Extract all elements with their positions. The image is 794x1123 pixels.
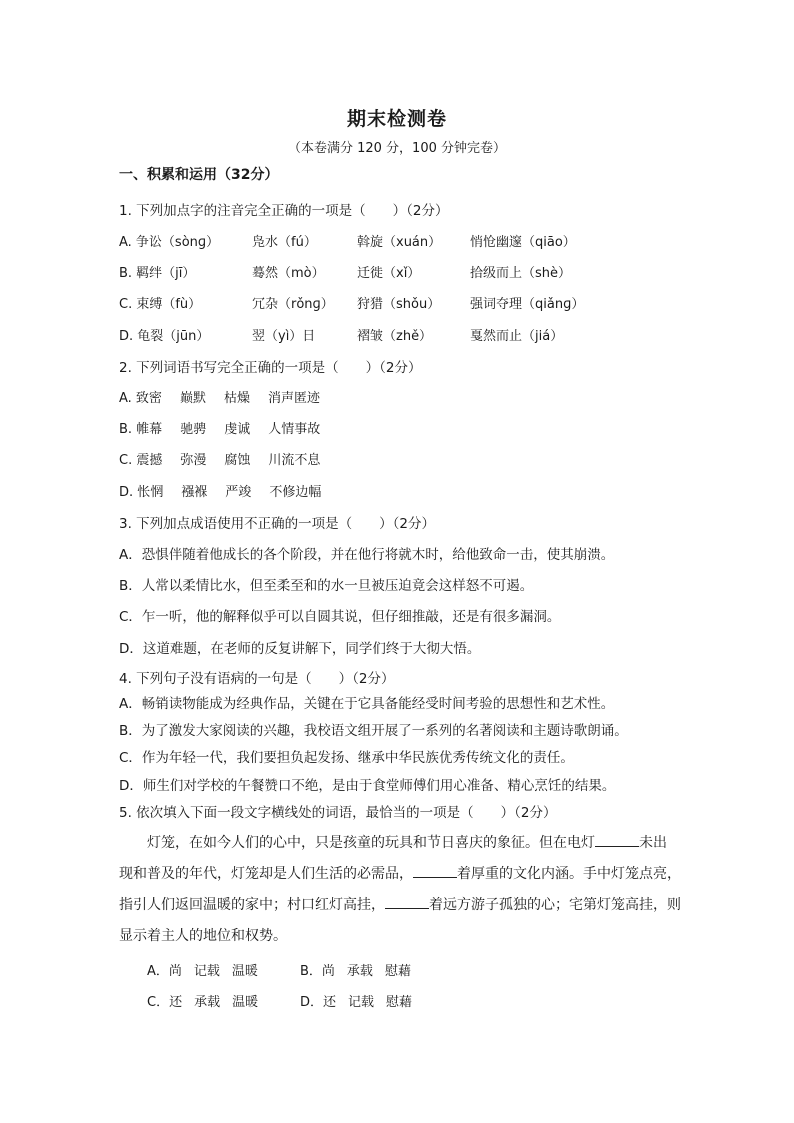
q5-d-3: 慰藉 [386,995,413,1010]
q2-b-word-4: 人情事故 [268,422,321,437]
q2-b-word-1: B. 帷幕 [119,422,163,437]
q5-b-3: 慰藉 [384,964,411,979]
question-5-stem: 5. 依次填入下面一段文字横线处的词语，最恰当的一项是（ ）（2分） [119,805,557,821]
fill-blank-2 [413,863,457,878]
q2-a-word-2: 巅默 [179,391,206,406]
q1-option-a-3: 斡旋（xuán） [357,235,442,250]
q3-option-b: B．人常以柔情比水，但至柔至和的水一旦被压迫竟会这样怒不可遏。 [119,578,534,594]
q1-option-d-4: 戛然而止（jiá） [470,329,564,344]
q1-option-c-1: C. 束缚（fù） [119,297,202,312]
q2-option-a [119,387,338,406]
fill-blank-1 [595,832,639,847]
q2-option-b [119,418,338,437]
q5-choice-a [147,960,270,979]
q5-passage-text: 着远方游子孤独的心；宅第灯笼高挂，则 [429,897,681,913]
q3-option-a: A．恐惧伴随着他成长的各个阶段，并在他行将就木时，给他致命一击，使其崩溃。 [119,547,615,563]
q5-c-1: C．还 [147,995,183,1010]
q2-a-word-3: 枯燥 [223,391,250,406]
question-3-stem: 3. 下列加点成语使用不正确的一项是（ ）（2分） [119,516,436,532]
page-title: 期末检测卷 [346,108,447,130]
q4-option-c: C．作为年轻一代，我们要担负起发扬、继承中华民族优秀传统文化的责任。 [119,750,574,766]
q1-option-b-3: 迁徙（xǐ） [357,266,421,281]
q5-passage-text: 指引人们返回温暖的家中；村口红灯高挂， [119,897,385,913]
q1-option-c-4: 强词夺理（qiǎnɡ） [470,297,585,312]
q3-option-c: C．乍一听，他的解释似乎可以自圆其说，但仔细推敲，还是有很多漏洞。 [119,609,561,625]
q1-option-b-1: B. 羁绊（jī） [119,266,196,281]
q5-passage-text: 现和普及的年代，灯笼却是人们生活的必需品， [119,866,413,882]
q5-a-1: A．尚 [147,964,182,979]
q2-a-word-1: A. 致密 [119,391,162,406]
q2-b-word-3: 虔诚 [224,422,251,437]
q1-option-a-2: 凫水（fú） [252,235,317,250]
q4-option-a: A．畅销读物能成为经典作品，关键在于它具备能经受时间考验的思想性和艺术性。 [119,696,615,712]
q5-passage-text: 灯笼，在如今人们的心中，只是孩童的玩具和节日喜庆的象征。但在电灯 [147,835,595,851]
q2-c-word-3: 腐蚀 [224,453,251,468]
q1-option-d-3: 褶皱（zhě） [357,329,433,344]
q5-b-2: 承载 [346,964,373,979]
fill-blank-3 [385,894,429,909]
q5-choice-c [147,991,270,1010]
q5-c-3: 温暖 [232,995,259,1010]
q1-option-c-3: 狩猎（shǒu） [357,297,441,312]
q5-d-1: D．还 [300,995,337,1010]
q2-d-word-3: 严竣 [225,485,252,500]
q5-passage-text: 未出 [639,835,667,851]
q2-c-word-2: 弥漫 [180,453,207,468]
q5-choice-b [300,960,423,979]
q5-passage [119,828,681,952]
question-1-stem: 1. 下列加点字的注音完全正确的一项是（ ）（2分） [119,203,449,219]
q1-option-b-4: 拾级而上（shè） [470,266,572,281]
q5-a-3: 温暖 [231,964,258,979]
q1-option-b-2: 蓦然（mò） [252,266,325,281]
q2-d-word-4: 不修边幅 [269,485,322,500]
q5-d-2: 记载 [348,995,375,1010]
q2-option-c [119,449,338,468]
question-4-stem: 4. 下列句子没有语病的一句是（ ）（2分） [119,671,395,687]
question-2-stem: 2. 下列词语书写完全正确的一项是（ ）（2分） [119,360,422,376]
q1-option-a-4: 悄怆幽邃（qiāo） [470,235,576,250]
q2-c-word-4: 川流不息 [268,453,321,468]
q5-a-2: 记载 [193,964,220,979]
q1-option-d-1: D. 龟裂（jūn） [119,329,210,344]
q5-passage-text: 着厚重的文化内涵。手中灯笼点亮， [457,866,681,882]
q5-choice-d [300,991,424,1010]
q5-passage-line-3 [119,890,681,921]
q1-option-d-2: 翌（yì）日 [252,329,316,344]
q5-c-2: 承载 [194,995,221,1010]
q2-a-word-4: 消声匿迹 [267,391,320,406]
q1-option-c-2: 冗杂（rǒnɡ） [252,297,334,312]
q5-passage-line-1 [119,828,681,859]
q2-b-word-2: 驰骋 [180,422,207,437]
q2-c-word-1: C. 震撼 [119,453,163,468]
q2-d-word-1: D. 怅惘 [119,485,164,500]
q3-option-d: D．这道难题，在老师的反复讲解下，同学们终于大彻大悟。 [119,641,481,657]
q5-passage-line-2 [119,859,681,890]
q1-option-a-1: A. 争讼（sònɡ） [119,235,220,250]
section-heading: 一、积累和运用（32分） [119,167,279,183]
q2-d-word-2: 襁褓 [181,485,208,500]
q5-b-1: B．尚 [300,964,335,979]
q4-option-b: B．为了激发大家阅读的兴趣，我校语文组开展了一系列的名著阅读和主题诗歌朗诵。 [119,723,628,739]
q4-option-d: D．师生们对学校的午餐赞口不绝，是由于食堂师傅们用心准备、精心烹饪的结果。 [119,778,616,794]
exam-subtitle: （本卷满分 120 分，100 分钟完卷） [287,141,507,156]
q5-passage-line-4: 显示着主人的地位和权势。 [119,928,287,944]
q2-option-d [119,481,339,500]
